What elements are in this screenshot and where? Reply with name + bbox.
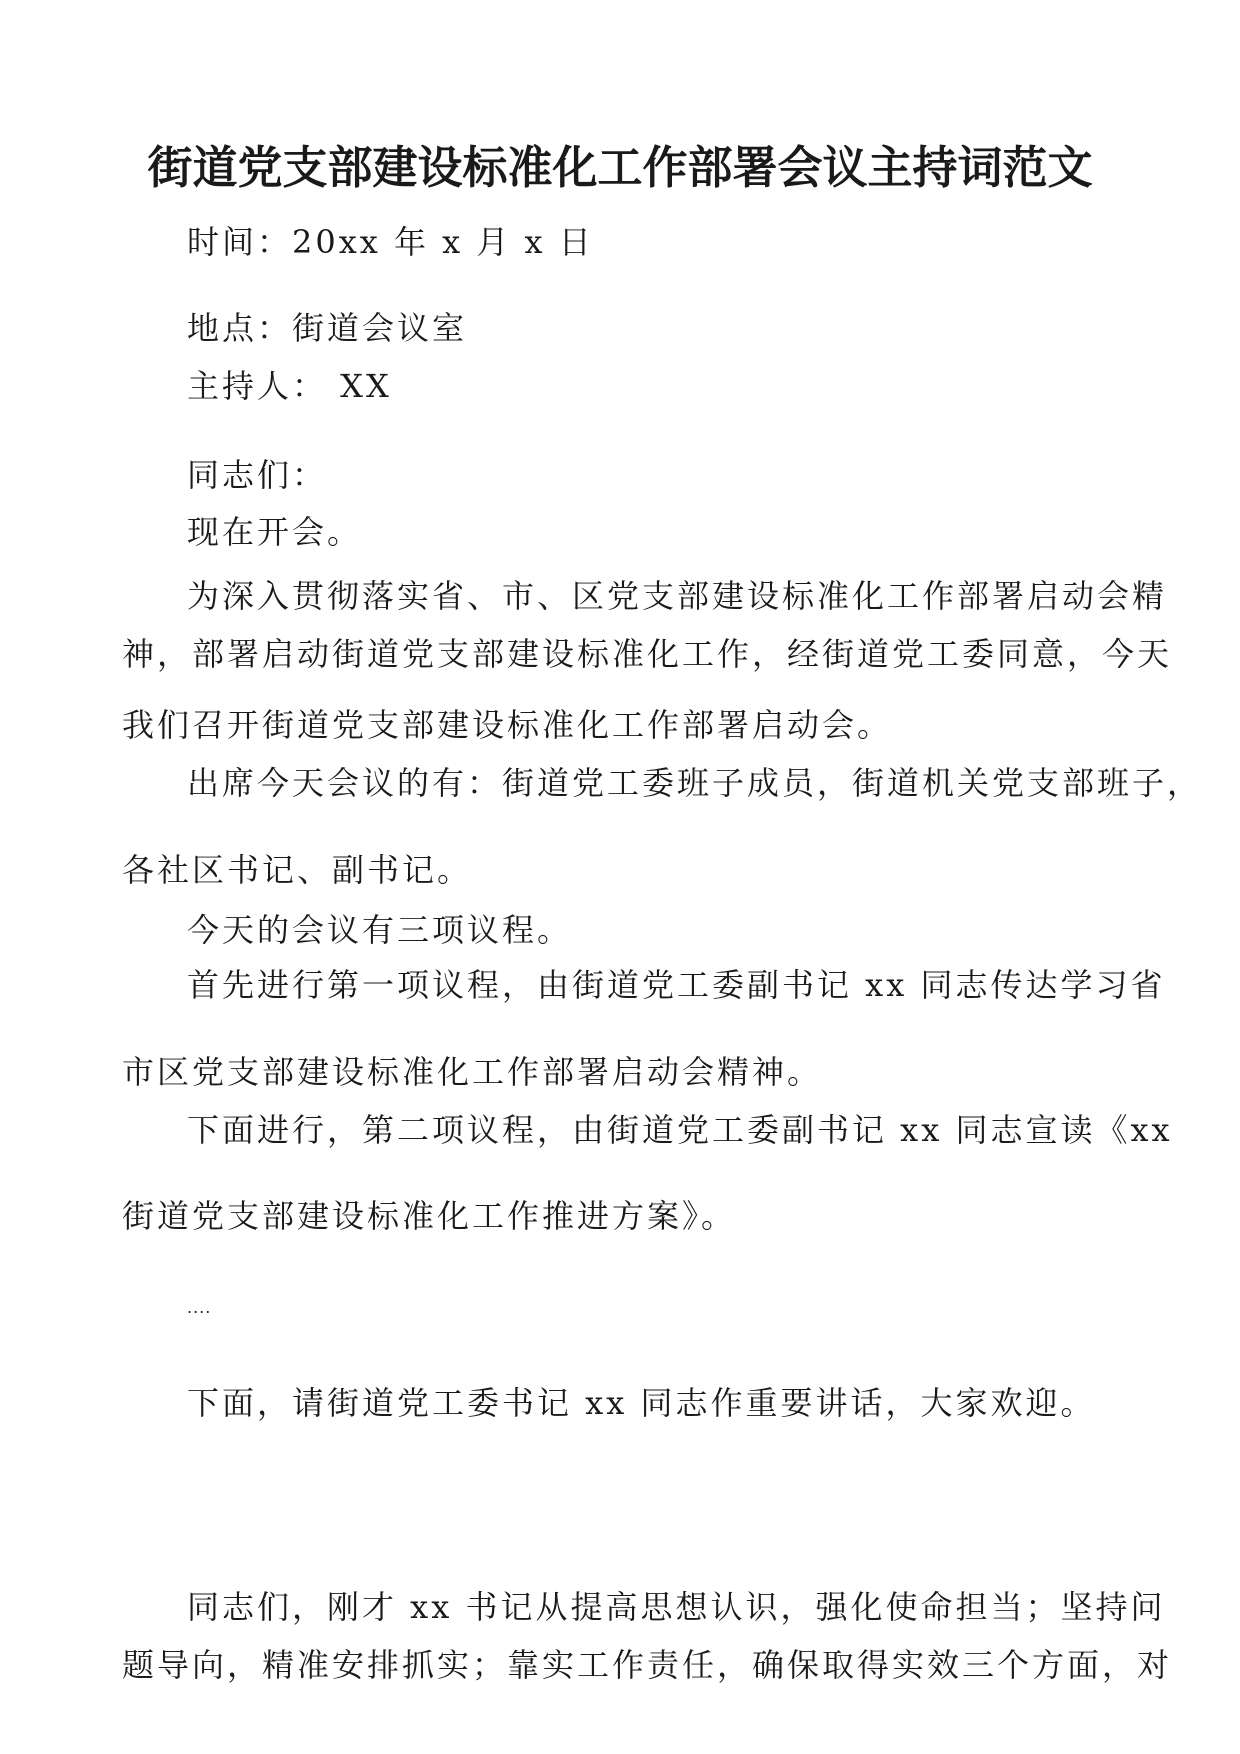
paragraph-line: 街道党支部建设标准化工作推进方案》。 <box>122 1197 737 1235</box>
paragraph-line: 今天的会议有三项议程。 <box>187 911 573 949</box>
salutation: 同志们： <box>187 456 328 494</box>
paragraph-line: 首先进行第一项议程，由街道党工委副书记 xx 同志传达学习省 <box>187 966 1166 1004</box>
paragraph-line: 为深入贯彻落实省、市、区党支部建设标准化工作部署启动会精 <box>187 577 1168 615</box>
paragraph-line: 下面进行，第二项议程，由街道党工委副书记 xx 同志宣读《xx <box>187 1111 1173 1149</box>
opening-line: 现在开会。 <box>187 513 363 551</box>
document-title: 街道党支部建设标准化工作部署会议主持词范文 <box>147 141 1093 194</box>
ellipsis-mark: .... <box>187 1298 212 1317</box>
paragraph-line: 神，部署启动街道党支部建设标准化工作，经街道党工委同意，今天 <box>122 635 1173 673</box>
paragraph-line: 市区党支部建设标准化工作部署启动会精神。 <box>122 1053 823 1091</box>
paragraph-line: 同志们，刚才 xx 书记从提高思想认识，强化使命担当；坚持问 <box>187 1588 1166 1626</box>
meeting-host: 主持人： XX <box>187 367 392 405</box>
paragraph-line: 出席今天会议的有：街道党工委班子成员，街道机关党支部班子， <box>187 764 1203 802</box>
paragraph-line: 我们召开街道党支部建设标准化工作部署启动会。 <box>122 706 893 744</box>
paragraph-line: 各社区书记、副书记。 <box>122 851 473 889</box>
meeting-location: 地点：街道会议室 <box>187 309 468 347</box>
paragraph-line: 下面，请街道党工委书记 xx 同志作重要讲话，大家欢迎。 <box>187 1384 1096 1422</box>
paragraph-line: 题导向，精准安排抓实；靠实工作责任，确保取得实效三个方面，对 <box>122 1646 1173 1684</box>
meeting-time: 时间：20xx 年 x 月 x 日 <box>187 223 594 261</box>
